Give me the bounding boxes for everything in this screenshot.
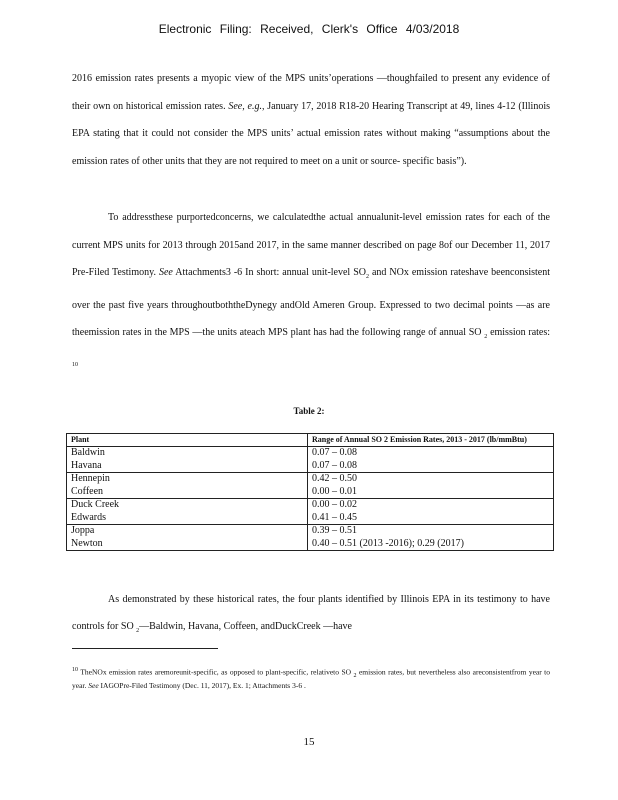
table-cell-plant <box>67 525 308 551</box>
signal-see: See <box>228 100 243 112</box>
footnote-divider <box>72 648 218 649</box>
table-cell-range <box>308 473 554 499</box>
plant-name: Coffeen <box>71 485 104 497</box>
signal-see: See <box>158 267 173 278</box>
table-header-range: Range of Annual SO 2 Emission Rates, 2013 - 2017 (lb/mmBtu) <box>308 434 554 447</box>
plant-name: Duck Creek <box>71 499 120 510</box>
table-cell-range <box>308 447 554 473</box>
signal-see: See <box>88 681 99 690</box>
paragraph-2-text-d: emission rates: <box>490 327 551 338</box>
filing-header: Electronic Filing: Received, Clerk's Office 4/03/2018 <box>158 22 460 36</box>
emission-rates-table <box>66 433 554 551</box>
table-cell-range <box>308 499 554 525</box>
table-cell-range <box>308 525 554 551</box>
page-number: 15 <box>303 736 315 748</box>
range-value: 0.07 – 0.08 <box>312 447 357 458</box>
paragraph-3-text-b: by Illinois EPA in its testimony to have controls for SO <box>72 594 550 632</box>
range-value: 0.00 – 0.02 <box>312 499 357 510</box>
table-row <box>67 499 554 525</box>
footnote-text-a: TheNOx emission rates aremoreunit-specific, as opposed to plant-specific, relativeto SO <box>80 667 352 677</box>
footnote-ref[interactable]: 10 <box>72 361 78 368</box>
subscript: 2 <box>136 628 140 634</box>
subscript: 2 <box>353 673 357 679</box>
table-row <box>67 473 554 499</box>
paragraph-3-text-a: As demonstrated by these historical rates, the four plants identified <box>108 594 384 605</box>
plant-name: Edwards <box>71 511 106 523</box>
signal-eg: , e.g., <box>242 100 265 112</box>
paragraph-1 <box>72 65 550 175</box>
table-cell-plant <box>67 447 308 473</box>
paragraph-2-text-b: Attachments3 -6 In short: annual unit-level SO <box>175 267 366 278</box>
plant-name: Joppa <box>71 525 95 536</box>
table-cell-plant <box>67 499 308 525</box>
paragraph-2-text-c: and NOx emission rateshave beenconsistent over the past five years throughoutboththeDynegy andOld Ameren Group. Expressed to two decimal points —as are theemission rates in the MPS —the units ateach MPS plant has had the following range of annual SO <box>72 267 551 338</box>
plant-name: Hennepin <box>71 473 110 484</box>
paragraph-3-text-c: —Baldwin, Havana, Coffeen, andDuckCreek —have <box>139 621 352 632</box>
table-header-plant: Plant <box>67 434 308 447</box>
range-value: 0.41 – 0.45 <box>312 511 357 523</box>
paragraph-1-text-a: 2016 emission rates presents a myopic view of the MPS units’operations —thoughfailed to present any evidence of their own on historical emission rates. <box>72 73 550 112</box>
table-cell-plant <box>67 473 308 499</box>
paragraph-2-text-a: To addressthese purportedconcerns, we calculatedthe actual annualunit-level emission rates for each of the current MPS units for 2013 through 2015and 2017, in the same manner described on page 8of our December 11, 2017 Pre-Filed Testimony. <box>72 212 550 278</box>
footnote-text-c: IAGOPre-Filed Testimony (Dec. 11, 2017), Ex. 1; Attachments 3-6 . <box>100 681 306 690</box>
paragraph-2 <box>72 204 550 381</box>
range-value: 0.00 – 0.01 <box>312 485 357 497</box>
range-value: 0.42 – 0.50 <box>312 473 357 484</box>
table-row <box>67 447 554 473</box>
footnote-text-b: emission rates, but nevertheless also areconsistentfrom year to year. <box>72 667 551 690</box>
footnote-number: 10 <box>72 667 78 673</box>
range-value: 0.07 – 0.08 <box>312 459 357 471</box>
subscript: 2 <box>365 274 369 280</box>
paragraph-3 <box>72 586 550 645</box>
plant-name: Havana <box>71 459 102 471</box>
range-value: 0.40 – 0.51 (2013 -2016); 0.29 (2017) <box>312 537 464 549</box>
table-row <box>67 525 554 551</box>
table-caption: Table 2: <box>293 406 325 416</box>
footnote-10 <box>72 665 550 691</box>
plant-name: Baldwin <box>71 447 105 458</box>
subscript: 2 <box>484 334 488 340</box>
range-value: 0.39 – 0.51 <box>312 525 357 536</box>
paragraph-1-text-b: January 17, 2018 R18-20 Hearing Transcript at 49, lines 4-12 (Illinois EPA stating that it could not consider the MPS units’ actual emission rates without making “assumptions about the emission rates of other units that they are not required to meet on a unit or source- specific basis”). <box>72 100 550 167</box>
plant-name: Newton <box>71 537 103 549</box>
